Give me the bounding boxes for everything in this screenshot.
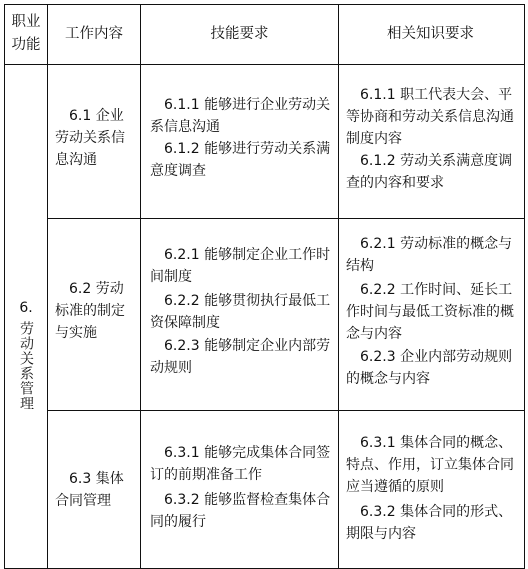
column-divider bbox=[140, 5, 141, 569]
header-knowledge-requirements: 相关知识要求 bbox=[387, 26, 474, 42]
knowledge-6-1-1: 6.1.1 职工代表大会、平等协商和劳动关系信息沟通制度内容 bbox=[346, 87, 514, 147]
knowledge-6-3-1: 6.3.1 集体合同的概念、特点、作用，订立集体合同应当遵循的原则 bbox=[346, 435, 514, 495]
row-divider bbox=[47, 218, 524, 219]
work-content-6-3: 6.3 集体合同管理 bbox=[55, 471, 124, 509]
work-content-6-2: 6.2 劳动标准的制定与实施 bbox=[55, 281, 125, 341]
knowledge-6-1-2: 6.1.2 劳动关系满意度调查的内容和要求 bbox=[346, 153, 513, 191]
column-divider bbox=[338, 5, 339, 569]
header-skill-requirements: 技能要求 bbox=[210, 26, 269, 42]
header-occupational-function: 职业功能 bbox=[11, 14, 41, 53]
work-content-6-1: 6.1 企业劳动关系信息沟通 bbox=[55, 108, 125, 168]
occupational-standard-table bbox=[4, 4, 525, 569]
row-divider bbox=[47, 410, 524, 411]
skill-6-2-2: 6.2.2 能够贯彻执行最低工资保障制度 bbox=[150, 293, 331, 331]
skill-6-2-3: 6.2.3 能够制定企业内部劳动规则 bbox=[150, 338, 331, 376]
skill-6-3-2: 6.3.2 能够监督检查集体合同的履行 bbox=[150, 492, 331, 530]
skill-6-2-1: 6.2.1 能够制定企业工作时间制度 bbox=[150, 247, 331, 285]
function-title: 劳动关系管理 bbox=[18, 321, 34, 411]
header-divider bbox=[5, 64, 524, 65]
knowledge-6-2-3: 6.2.3 企业内部劳动规则的概念与内容 bbox=[346, 349, 513, 387]
skill-6-3-1: 6.3.1 能够完成集体合同签订的前期准备工作 bbox=[150, 445, 331, 483]
knowledge-6-2-2: 6.2.2 工作时间、延长工作时间与最低工资标准的概念与内容 bbox=[346, 282, 514, 342]
function-number: 6. bbox=[19, 300, 33, 316]
skill-6-1-1: 6.1.1 能够进行企业劳动关系信息沟通 bbox=[150, 97, 331, 135]
header-work-content: 工作内容 bbox=[65, 26, 123, 42]
knowledge-6-2-1: 6.2.1 劳动标准的概念与结构 bbox=[346, 236, 513, 274]
skill-6-1-2: 6.1.2 能够进行劳动关系满意度调查 bbox=[150, 141, 331, 179]
column-divider bbox=[47, 5, 48, 569]
knowledge-6-3-2: 6.3.2 集体合同的形式、期限与内容 bbox=[346, 504, 513, 542]
